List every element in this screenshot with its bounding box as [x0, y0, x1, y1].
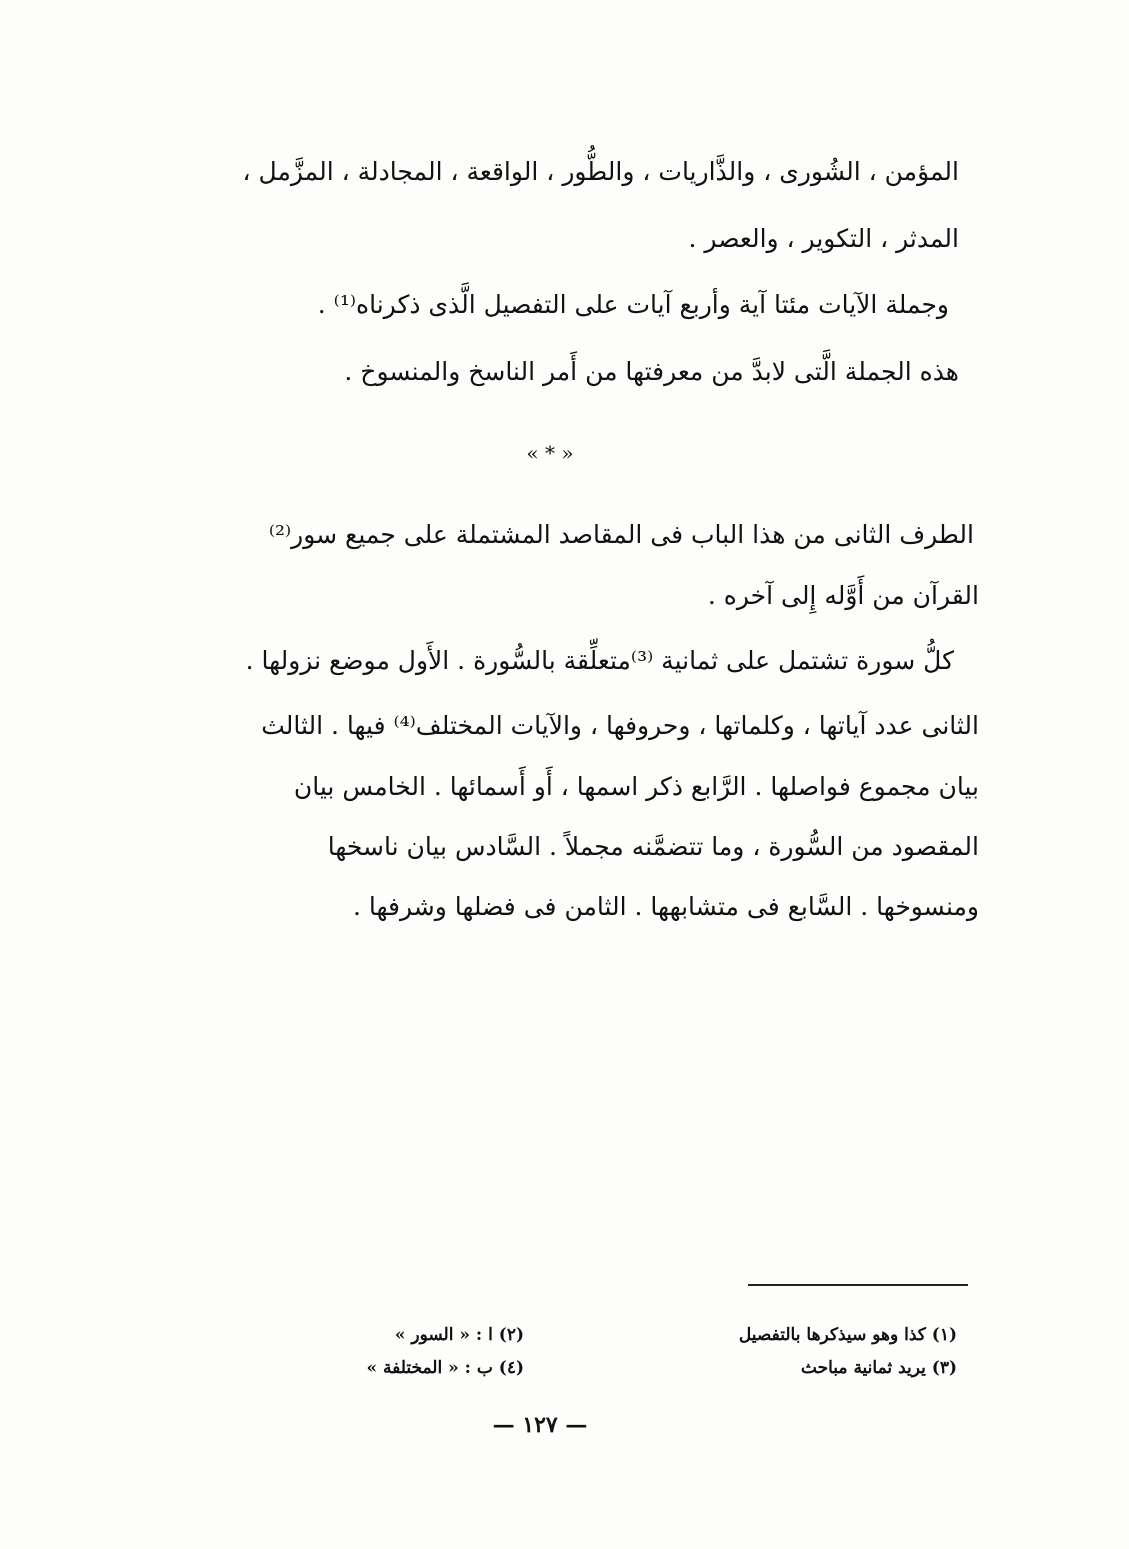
page-number: — ١٢٧ —: [492, 1412, 588, 1438]
body-line-2: المدثر ، التكوير ، والعصر .: [688, 224, 959, 253]
body-line-1: المؤمن ، الشُورى ، والذَّاريات ، والطُّور ، الواقعة ، المجادلة ، المزَّمل ،: [242, 157, 959, 186]
body-line-3: وجملة الآيات مئتا آية وأربع آيات على التفصيل الَّذى ذكرناه⁽¹⁾ .: [317, 290, 949, 319]
footnote-1: (١) كذا وهو سيذكرها بالتفصيل: [738, 1325, 957, 1345]
footnote-3: (٣) يريد ثمانية مباحث: [800, 1358, 957, 1378]
footnote-divider: [748, 1284, 968, 1286]
body-line-4: هذه الجملة الَّتى لابدَّ من معرفتها من أَمر الناسخ والمنسوخ .: [344, 357, 959, 386]
footnote-4: (٤) ب : « المختلفة »: [366, 1358, 524, 1378]
body-line-5: الطرف الثانى من هذا الباب فى المقاصد المشتملة على جميع سور⁽²⁾: [268, 520, 974, 549]
body-line-10: المقصود من السُّورة ، وما تتضمَّنه مجملاً . السَّادس بيان ناسخها: [327, 832, 979, 861]
body-line-11: ومنسوخها . السَّابع فى متشابهها . الثامن فى فضلها وشرفها .: [352, 892, 979, 921]
footnote-2: (٢) ا : « السور »: [394, 1325, 524, 1345]
body-line-8: الثانى عدد آياتها ، وكلماتها ، وحروفها ، والآيات المختلف⁽⁴⁾ فيها . الثالث: [261, 711, 979, 740]
body-line-9: بيان مجموع فواصلها . الرَّابع ذكر اسمها ، أَو أَسمائها . الخامس بيان: [293, 772, 979, 801]
body-line-7: كلُّ سورة تشتمل على ثمانية ⁽³⁾متعلِّقة بالسُّورة . الأَول موضع نزولها .: [245, 646, 954, 675]
section-separator: « * »: [526, 441, 574, 465]
body-line-6: القرآن من أَوَّله إِلى آخره .: [707, 581, 979, 610]
